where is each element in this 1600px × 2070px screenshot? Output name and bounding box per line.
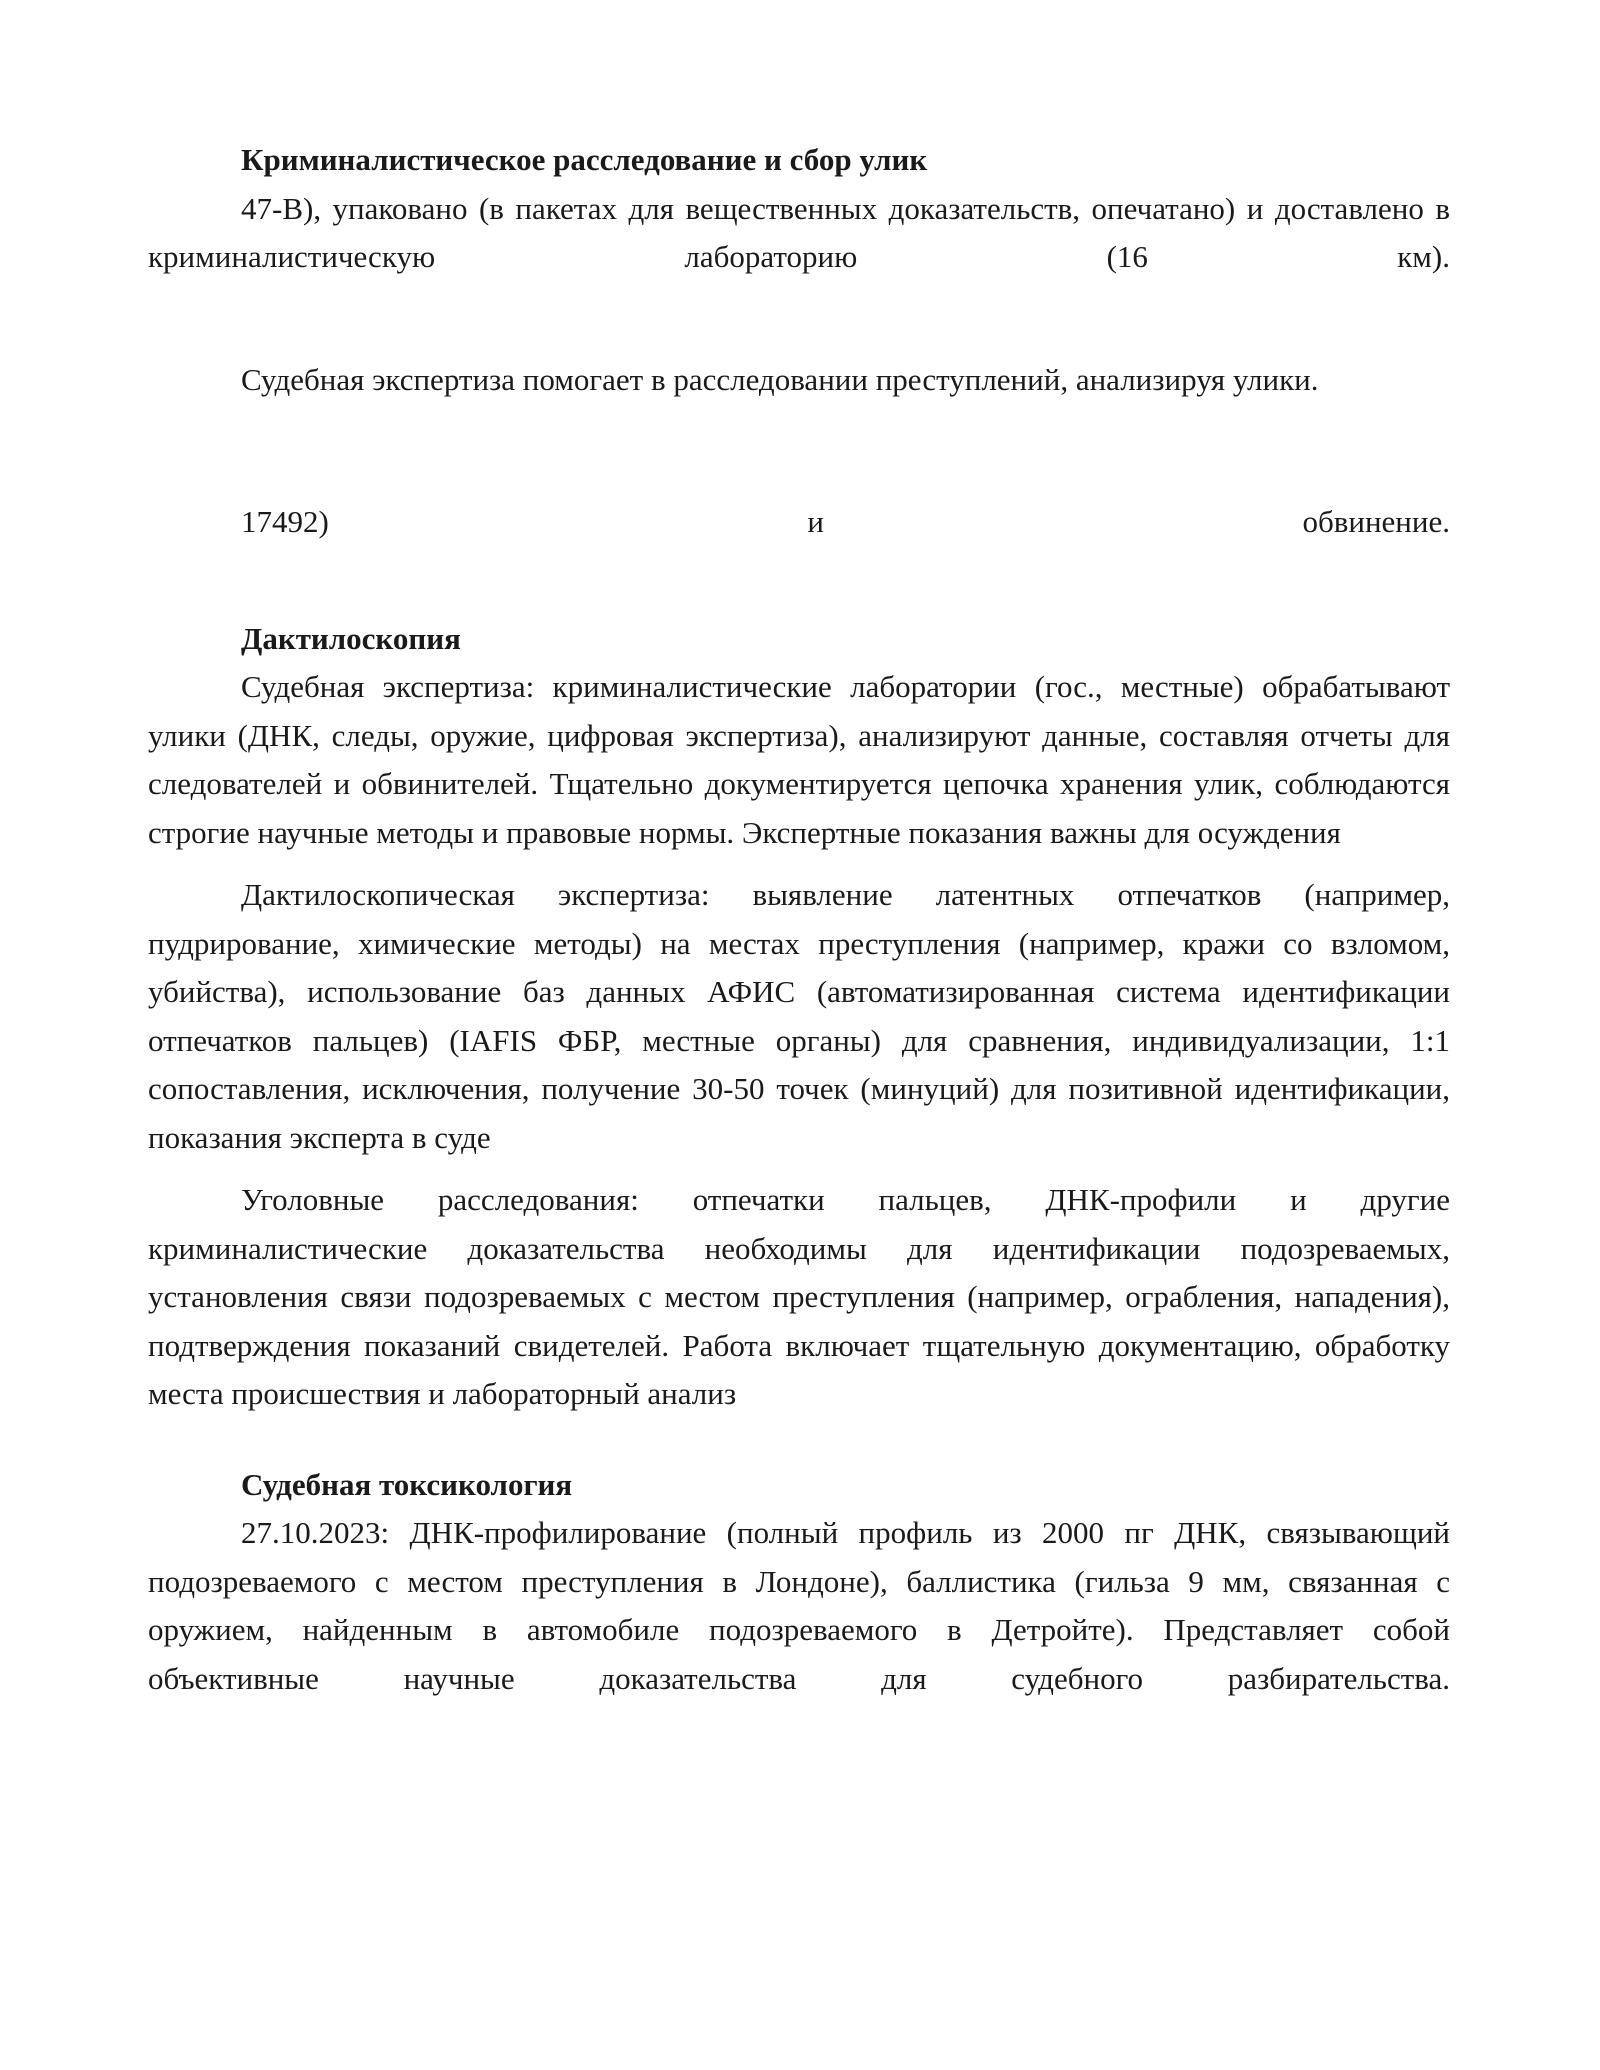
paragraph-dna-ballistics: 27.10.2023: ДНК-профилирование (полный профиль из 2000 пг ДНК, связывающий подозреваемого с местом преступления в Лондоне), баллистика (гильза 9 мм, связанная с оружием, найденным в автомобиле подозреваемого в Детройте). Представляет собой объективные научные доказательства для судебного разбирательства. bbox=[148, 1515, 1450, 1696]
paragraph-fingerprint-expertise: Дактилоскопическая экспертиза: выявление латентных отпечатков (например, пудрирование, химические методы) на местах преступления (например, кражи со взломом, убийства), использование баз данных АФИС (автоматизированная система идентификации отпечатков пальцев) (IAFIS ФБР, местные органы) для сравнения, индивидуализации, 1:1 сопоставления, исключения, получение 30-50 точек (минуций) для позитивной идентификации, показания эксперта в суде bbox=[148, 877, 1450, 1155]
paragraph-forensic-helps: Судебная экспертиза помогает в расследовании преступлений, анализируя улики. bbox=[241, 361, 1319, 397]
paragraph-charge: 17492) и обвинение. bbox=[241, 504, 1450, 539]
paragraph-evidence-packaging: 47-В), упаковано (в пакетах для вещественных доказательств, опечатано) и доставлено в криминалистическую лабораторию (16 км). bbox=[148, 190, 1450, 274]
spacer bbox=[148, 547, 1450, 613]
section-heading-investigation: Криминалистическое расследование и сбор улик bbox=[241, 142, 928, 177]
spacer bbox=[148, 404, 1450, 484]
section-heading-toxicology: Судебная токсикология bbox=[241, 1466, 573, 1502]
document-page bbox=[148, 136, 1450, 1703]
paragraph-forensic-labs: Судебная экспертиза: криминалистические лаборатории (гос., местные) обрабатывают улики (ДНК, следы, оружие, цифровая экспертиза), анализируют данные, составляя отчеты для следователей и обвинителей. Тщательно документируется цепочка хранения улик, соблюдаются строгие научные методы и правовые нормы. Экспертные показания важны для осуждения bbox=[148, 669, 1450, 850]
spacer bbox=[148, 282, 1450, 362]
paragraph-criminal-investigations: Уголовные расследования: отпечатки пальцев, ДНК-профили и другие криминалистические доказательства необходимы для идентификации подозреваемых, установления связи подозреваемых с местом преступления (например, ограбления, нападения), подтверждения показаний свидетелей. Работа включает тщательную документацию, обработку места происшествия и лабораторный анализ bbox=[148, 1182, 1450, 1411]
section-heading-dactyloscopy: Дактилоскопия bbox=[241, 620, 461, 656]
